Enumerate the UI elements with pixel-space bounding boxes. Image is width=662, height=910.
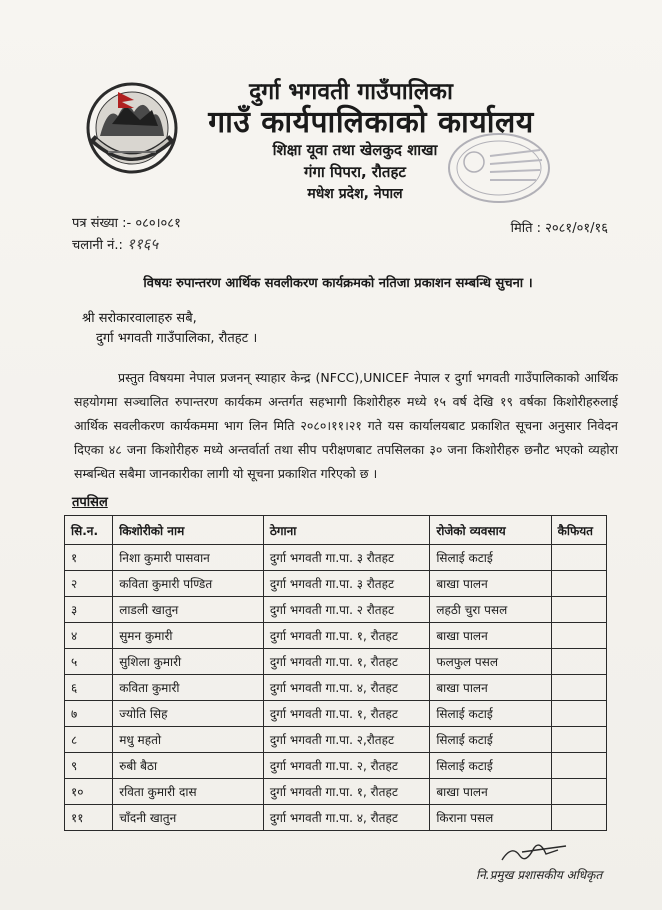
- office-location: गंगा पिपरा, रौतहट: [304, 163, 406, 181]
- cell-name: मधु महतो: [113, 727, 264, 753]
- cell-name: चाँदनी खातुन: [113, 805, 264, 831]
- cell-remarks: [551, 571, 606, 597]
- cell-remarks: [551, 597, 606, 623]
- table-row: [65, 753, 607, 779]
- col-name: किशोरीको नाम: [113, 516, 264, 545]
- cell-occupation: फलफुल पसल: [430, 649, 551, 675]
- cell-occupation: बाखा पालन: [430, 779, 551, 805]
- cell-serial: ३: [65, 597, 113, 623]
- cell-occupation: सिलाई कटाई: [430, 753, 551, 779]
- addressee-line-2: दुर्गा भगवती गाउँपालिका, रौतहट ।: [96, 331, 258, 346]
- cell-occupation: सिलाई कटाई: [430, 545, 551, 571]
- notice-body: प्रस्तुत विषयमा नेपाल प्रजनन् स्याहार केन्द्र (NFCC),UNICEF नेपाल र दुर्गा भगवती गाउँपालिकाको आर्थिक सहयोगमा सञ्चालित रुपान्तरण कार्यकम अन्तर्गत सहभागी किशोरीहरु मध्ये १५ वर्ष देखि १९ वर्षका किशोरीहरुलाई आर्थिक सवलीकरण कार्यकममा भाग लिन मिति २०८०।११।२१ गते यस कार्यालयबाट प्रकाशित सूचना अनुसार निवेदन दिएका ४८ जना किशोरीहरु मध्ये अन्तर्वार्ता तथा सीप परीक्षणबाट तपसिलका ३० जना किशोरीहरु छनौट भएको व्यहोरा सम्बन्धित सबैमा जानकारीका लागी यो सूचना प्रकाशित गरिएको छ ।: [74, 370, 618, 481]
- cell-address: दुर्गा भगवती गा.पा. १, रौतहट: [263, 701, 430, 727]
- cell-occupation: किराना पसल: [430, 805, 551, 831]
- cell-serial: ५: [65, 649, 113, 675]
- cell-occupation: बाखा पालन: [430, 675, 551, 701]
- cell-name: सुमन कुमारी: [113, 623, 264, 649]
- table-header-row: [65, 516, 607, 545]
- cell-serial: ४: [65, 623, 113, 649]
- dispatch-number: [72, 234, 158, 254]
- cell-address: दुर्गा भगवती गा.पा. ३ रौतहट: [263, 571, 430, 597]
- cell-address: दुर्गा भगवती गा.पा. ४, रौतहट: [263, 675, 430, 701]
- subject-line: विषयः रुपान्तरण आर्थिक सवलीकरण कार्यक्रमको नतिजा प्रकाशन सम्बन्धि सुचना ।: [143, 276, 533, 291]
- table-row: [65, 779, 607, 805]
- cell-occupation: सिलाई कटाई: [430, 701, 551, 727]
- letter-date: [511, 218, 608, 236]
- dispatch-value: ११६५: [127, 235, 159, 253]
- cell-occupation: सिलाई कटाई: [430, 727, 551, 753]
- cell-remarks: [551, 545, 606, 571]
- cell-serial: ६: [65, 675, 113, 701]
- cell-address: दुर्गा भगवती गा.पा. २ रौतहट: [263, 597, 430, 623]
- cell-address: दुर्गा भगवती गा.पा. १, रौतहट: [263, 779, 430, 805]
- schedule-heading: तपसिल: [72, 495, 108, 510]
- cell-serial: ८: [65, 727, 113, 753]
- cell-name: निशा कुमारी पासवान: [113, 545, 264, 571]
- table-row: [65, 805, 607, 831]
- cell-remarks: [551, 623, 606, 649]
- table-row: [65, 727, 607, 753]
- table-row: [65, 571, 607, 597]
- col-occupation: रोजेको व्यवसाय: [430, 516, 551, 545]
- cell-remarks: [551, 701, 606, 727]
- dispatch-label: चलानी नं.:: [72, 238, 123, 253]
- reference-value: ०८०।०८१: [135, 216, 181, 231]
- office-stamp: [444, 128, 554, 208]
- cell-remarks: [551, 727, 606, 753]
- table-row: [65, 649, 607, 675]
- cell-serial: २: [65, 571, 113, 597]
- office-name: गाउँ कार्यपालिकाको कार्यालय: [208, 105, 534, 140]
- cell-name: रुबी बैठा: [113, 753, 264, 779]
- cell-remarks: [551, 675, 606, 701]
- province-name: मधेश प्रदेश, नेपाल: [307, 186, 403, 202]
- table-row: [65, 545, 607, 571]
- cell-name: कविता कुमारी पण्डित: [113, 571, 264, 597]
- section-name: शिक्षा यूवा तथा खेलकुद शाखा: [272, 141, 438, 159]
- cell-occupation: लहठी चुरा पसल: [430, 597, 551, 623]
- cell-serial: ७: [65, 701, 113, 727]
- cell-remarks: [551, 805, 606, 831]
- date-label: मिति :: [510, 221, 542, 236]
- signatory-title: नि.प्रमुख प्रशासकीय अधिकृत: [476, 868, 603, 882]
- cell-name: कविता कुमारी: [113, 675, 264, 701]
- cell-name: ज्योति सिह: [113, 701, 264, 727]
- table-row: [65, 623, 607, 649]
- table-body: [65, 545, 607, 831]
- cell-name: लाडली खातुन: [113, 597, 264, 623]
- cell-serial: ९: [65, 753, 113, 779]
- cell-remarks: [551, 779, 606, 805]
- reference-number: [72, 213, 181, 231]
- col-address: ठेगाना: [263, 516, 430, 545]
- addressee-line-1: श्री सरोकारवालाहरु सबै,: [82, 311, 197, 326]
- cell-serial: १०: [65, 779, 113, 805]
- cell-address: दुर्गा भगवती गा.पा. २,रौतहट: [263, 727, 430, 753]
- cell-address: दुर्गा भगवती गा.पा. २, रौतहट: [263, 753, 430, 779]
- cell-occupation: बाखा पालन: [430, 571, 551, 597]
- cell-address: दुर्गा भगवती गा.पा. १, रौतहट: [263, 649, 430, 675]
- cell-name: सुशिला कुमारी: [113, 649, 264, 675]
- cell-address: दुर्गा भगवती गा.पा. ३ रौतहट: [263, 545, 430, 571]
- date-value: २०८१/०१/१६: [545, 221, 608, 236]
- selected-girls-table: [64, 515, 607, 831]
- reference-label: पत्र संख्या :-: [72, 216, 132, 231]
- cell-remarks: [551, 649, 606, 675]
- table-row: [65, 675, 607, 701]
- cell-name: रविता कुमारी दास: [113, 779, 264, 805]
- table-row: [65, 701, 607, 727]
- municipality-name: दुर्गा भगवती गाउँपालिका: [249, 79, 453, 105]
- cell-address: दुर्गा भगवती गा.पा. ४, रौतहट: [263, 805, 430, 831]
- cell-serial: ११: [65, 805, 113, 831]
- col-serial: सि.न.: [65, 516, 113, 545]
- cell-occupation: बाखा पालन: [430, 623, 551, 649]
- handwritten-signature: [462, 838, 592, 868]
- table-row: [65, 597, 607, 623]
- col-remarks: कैफियत: [551, 516, 606, 545]
- cell-serial: १: [65, 545, 113, 571]
- cell-address: दुर्गा भगवती गा.पा. १, रौतहट: [263, 623, 430, 649]
- cell-remarks: [551, 753, 606, 779]
